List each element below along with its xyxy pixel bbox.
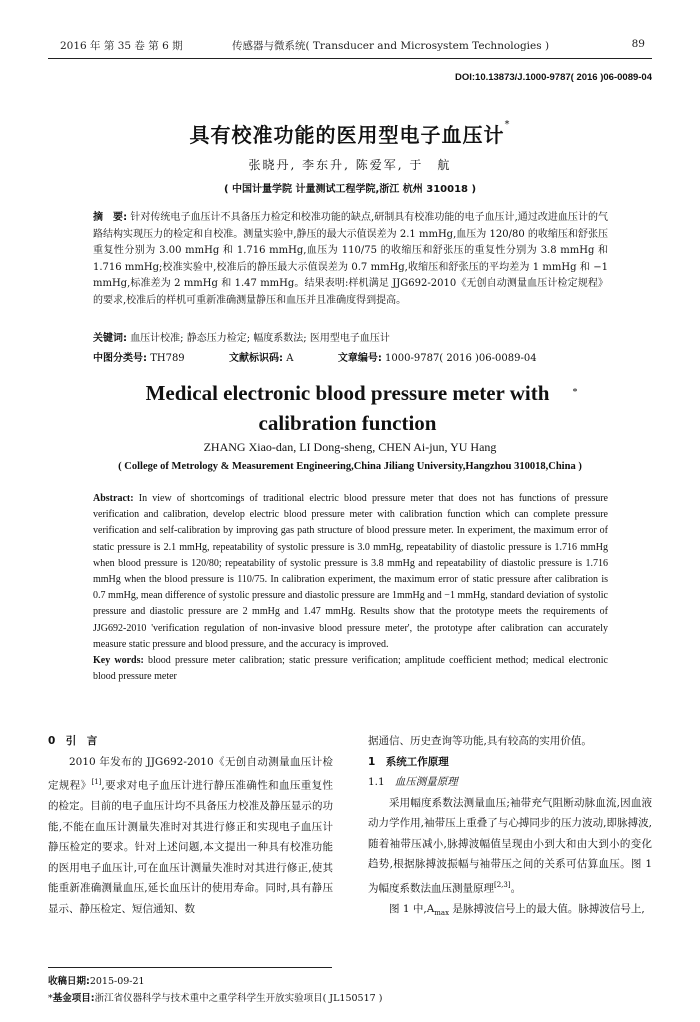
en-title-mark: * <box>572 387 578 398</box>
cn-title: 具有校准功能的医用型电子血压计* <box>189 119 511 147</box>
en-abstract-text: In view of shortcomings of traditional electric blood pressure meter that does not has functions of pressure verification and calibration, develop electric blood pressure meter with calibration function which can complete pressure verification and self-calibration by improving gas path structure of blood pressure meter. In experiment, the maximum error of static pressure is 2.1 mmHg, repeatability of systolic pressure is 3.0 mmHg, repeatability of diastolic pressure is 1.716 mmHg when blood pressure is 120/80; repeatability of systolic pressure is 3.8 mmHg and repeatability of diastolic pressure is 1.716 mmHg when the blood pressure is 110/75. In calibration experiment, the maximum error of static pressure after calibration is 0.7 mmHg, mean difference of systolic pressure and diastolic pressure are 1mmHg and −1 mmHg, standard deviation of systolic pressure and diastolic pressure are 2 mmHg and 1.47 mmHg. Results show that the prototype meets the requirements of JJG692-2010 'verification regulation of non-invasive blood pressure meter', the prototype after calibration can accurately measure static pressure and blood pressure, and the accuracy is improved. <box>93 493 608 650</box>
cn-abstract <box>93 210 608 309</box>
footnote-fund: *基金项目:浙江省仪器科学与技术重中之重学科学生开放实验项目( JL150517 ) <box>48 993 383 1004</box>
section-1-heading: 1 系统工作原理 <box>368 755 449 768</box>
cn-abstract-label: 摘 要: <box>93 212 128 223</box>
header-journal: 传感器与微系统( Transducer and Microsystem Technologies ) <box>232 40 550 52</box>
footnote-rule <box>48 967 332 968</box>
en-authors: ZHANG Xiao-dan, LI Dong-sheng, CHEN Ai-jun, YU Hang <box>203 440 497 454</box>
en-keywords-text: blood pressure meter calibration; static pressure verification; amplitude coefficient method; medical electronic blood pressure meter <box>93 655 608 683</box>
continued-paragraph: 据通信、历史查询等功能,具有较高的实用价值。 <box>368 735 592 747</box>
section-0-heading: 0 引 言 <box>48 735 98 747</box>
doi: DOI:10.13873/J.1000-9787( 2016 )06-0089-04 <box>454 72 652 83</box>
header-issue: 2016 年 第 35 卷 第 6 期 <box>60 40 183 52</box>
en-abstract-label: Abstract: <box>93 493 134 504</box>
cn-title-mark: * <box>504 119 511 130</box>
left-column <box>48 731 333 919</box>
footnote-received: 收稿日期:2015-09-21 <box>48 976 145 987</box>
cn-classification: 中图分类号: TH789 文献标识码: A 文章编号: 1000-9787( 2016 )06-0089-04 <box>93 353 537 364</box>
citation-2-3: [2,3] <box>494 880 511 889</box>
cn-affiliation: ( 中国计量学院 计量测试工程学院,浙江 杭州 310018 ) <box>223 184 477 195</box>
cn-abstract-text: 针对传统电子血压计不具备压力检定和校准功能的缺点,研制具有校准功能的电子血压计,通过改进血压计的气路结构实现压力的检定和自校准。测量实验中,静压的最大示值误差为 2.1 mmHg,血压为 120/80 的收缩压和舒张压重复性分别为 3.00 mmHg 和 1.716 mmHg,血压为 110/75 的收缩压和舒张压的重复性分别为 3.8 mmHg 和 1.716 mmHg;校准实验中,校准后的静压最大示值误差为 0.7 mmHg,收缩压和舒张压的平均差为 1 mmHg 和 −1 mmHg,标准差为 2 mmHg 和 1.47 mmHg。结果表明:样机满足 JJG692-2010《无创自动测量血压计检定规程》的要求,校准后的样机可重新准确测量静压和血压并且准确度得到提高。 <box>93 212 609 306</box>
cn-keywords-text: 血压计校准; 静态压力检定; 幅度系数法; 医用型电子血压计 <box>130 333 390 344</box>
cn-authors: 张晓丹, 李东升, 陈爱军, 于 航 <box>248 158 452 172</box>
en-abstract <box>93 491 608 685</box>
citation-1: [1] <box>91 778 102 786</box>
section-0-paragraph: 2010 年发布的 JJG692-2010《无创自动测量血压计检定规程》[1],要求对电子血压计进行静压准确性和血压重复性的检定。目前的电子血压计均不具备压力校准及静压显示的功能,不能在血压计测量失准时对其进行修正和实现电子血压计静压检定的要求。针对上述问题,本文提出一种具有校准功能的医用电子血压计,可在血压计测量失准时对其进行修正,使其能重新准确测量血压,延长血压计的使用寿命。同时,具有静压显示、静压检定、短信通知、数 <box>48 755 333 915</box>
section-1-1-paragraph: 采用幅度系数法测量血压;袖带充气阻断动脉血流,因血液动力学作用,袖带压上重叠了与心搏同步的压力波动,即脉搏波,随着袖带压减小,脉搏波幅值呈现由小到大和由大到小的变化趋势,根据脉搏波振幅与袖带压之间的关系可估算血压。图 1 为幅度系数法血压测量原理[2,3]。 <box>368 796 652 894</box>
section-1-1-heading: 1.1 血压测量原理 <box>368 776 458 788</box>
section-1-1-paragraph-2: 图 1 中$,A_{max}$ 是脉搏波信号上的最大值。脉搏波信号上, <box>389 902 645 917</box>
en-keywords-label: Key words: <box>93 655 144 667</box>
en-affiliation: ( College of Metrology & Measurement Engineering,China Jiliang University,Hangzhou 310018,China ) <box>118 461 582 472</box>
right-column <box>368 731 652 923</box>
en-title: Medical electronic blood pressure meter with calibration function* <box>145 381 578 435</box>
header-rule <box>48 58 652 59</box>
cn-keywords: 关键词: 血压计校准; 静态压力检定; 幅度系数法; 医用型电子血压计 <box>93 333 390 344</box>
header-page-number: 89 <box>631 38 645 50</box>
